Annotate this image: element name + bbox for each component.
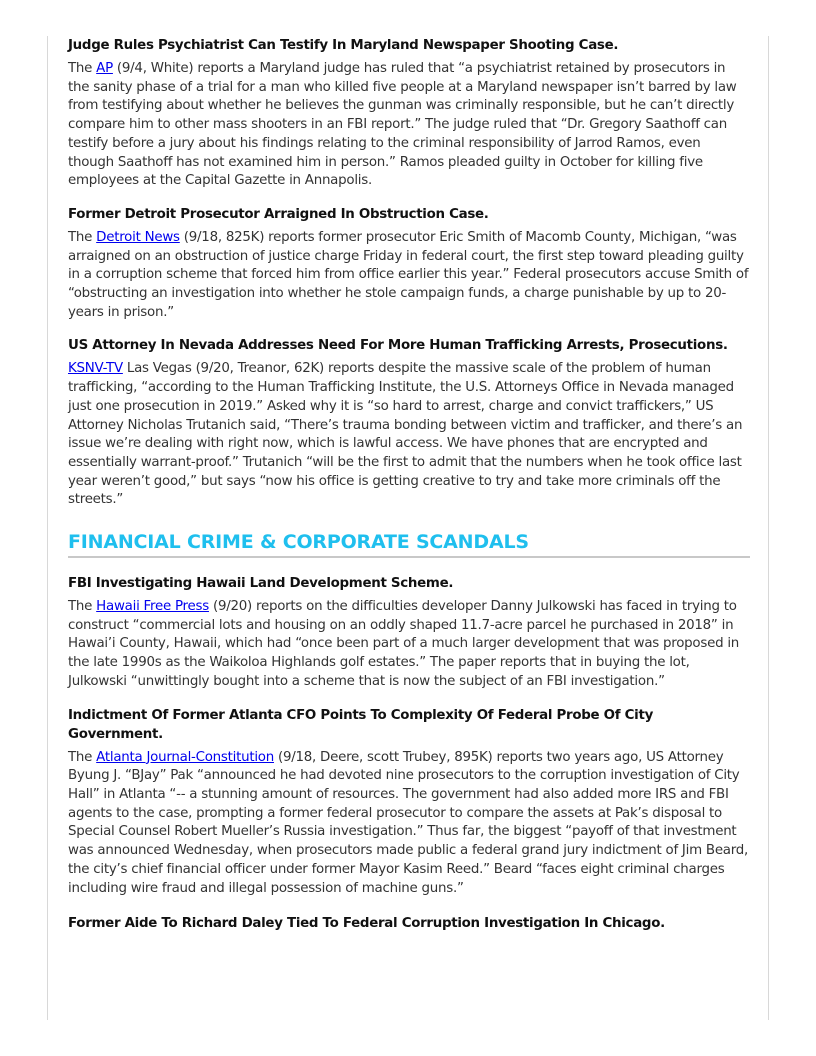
body-text: Las Vegas (9/20, Treanor, 62K) reports despite the massive scale of the problem of human trafficking, “according to the Human Trafficking Institute, the U.S. Attorneys Office in Nevada managed just one prosecution in 2019.” Asked why it is “so hard to arrest, charge and convict traffickers,” US Attorney Nicholas Trutanich said, “There’s trauma bonding between victim and trafficker, and there’s an issue we’re dealing with right now, which is lawful access. We have phones that are encrypted and essentially warrant-proof.” Trutanich “will be the first to admit that the numbers when he took office last year weren’t good,” but says “now his office is getting creative to try and take more criminals off the streets.” bbox=[68, 361, 743, 508]
page-border-left bbox=[47, 36, 48, 1020]
body-text: The bbox=[68, 749, 97, 765]
source-link[interactable]: Atlanta Journal-Constitution bbox=[96, 749, 274, 765]
body-text: The bbox=[68, 599, 97, 615]
article-headline: FBI Investigating Hawaii Land Development Scheme. bbox=[68, 576, 454, 592]
article-headline: Former Detroit Prosecutor Arraigned In Obstruction Case. bbox=[68, 206, 489, 222]
body-text: The bbox=[68, 61, 97, 76]
source-link[interactable]: Hawaii Free Press bbox=[96, 599, 209, 615]
article-body bbox=[68, 598, 750, 692]
article-body bbox=[68, 360, 750, 510]
body-text: (9/20) reports on the difficulties developer Danny Julkowski has faced in trying to construct “commercial lots and housing on an oddly shaped 11.7-acre parcel he purchased in 2018” in Hawai’i County, Hawaii, which had “once been part of a much larger development that was proposed in the late 1990s as the Waikoloa Highlands golf estates.” The paper reports that in buying the lot, Julkowski “unwittingly bought into a scheme that is now the subject of an FBI investigation.” bbox=[68, 599, 740, 689]
body-text: (9/18, 825K) reports former prosecutor Eric Smith of Macomb County, Michigan, “was arraigned on an obstruction of justice charge Friday in federal court, the first step toward pleading guilty in a corruption scheme that forced him from office earlier this year.” Federal prosecutors accuse Smith of “obstructing an investigation into whether he stole campaign funds, a charge punishable by up to 20-years in prison.” bbox=[68, 229, 749, 320]
article-body bbox=[68, 749, 750, 899]
body-text: (9/4, White) reports a Maryland judge has ruled that “a psychiatrist retained by prosecutors in the sanity phase of a trial for a man who killed five people at a Maryland newspaper isn’t barred by law from testifying about whether he believes the gunman was criminally responsible, but he can’t directly compare him to other mass shooters in an FBI report.” The judge ruled that “Dr. Gregory Saathoff can testify before a jury about his findings relating to the criminal responsibility of Jarrod Ramos, even though Saathoff has not examined him in person.” Ramos pleaded guilty in October for killing five employees at the Capital Gazette in Annapolis. bbox=[68, 61, 737, 189]
body-text: The bbox=[68, 229, 97, 245]
article-headline: US Attorney In Nevada Addresses Need For More Human Trafficking Arrests, Prosecutions. bbox=[68, 338, 728, 354]
article-headline: Former Aide To Richard Daley Tied To Federal Corruption Investigation In Chicago. bbox=[68, 916, 665, 932]
article-body bbox=[68, 229, 750, 323]
page-border-right bbox=[768, 36, 769, 1020]
article-headline: Judge Rules Psychiatrist Can Testify In Maryland Newspaper Shooting Case. bbox=[68, 38, 619, 53]
section-title: FINANCIAL CRIME & CORPORATE SCANDALS bbox=[68, 530, 750, 558]
article-body bbox=[68, 60, 750, 191]
newsletter-content bbox=[68, 36, 750, 938]
article-headline: Indictment Of Former Atlanta CFO Points To Complexity Of Federal Probe Of City Government. bbox=[68, 707, 654, 742]
body-text: (9/18, Deere, scott Trubey, 895K) reports two years ago, US Attorney Byung J. “BJay” Pak “announced he had devoted nine prosecutors to the corruption investigation of City Hall” in Atlanta “-- a stunning amount of resources. The government had also added more IRS and FBI agents to the case, prompting a former federal prosecutor to compare the assets at Pak’s disposal to Special Counsel Robert Mueller’s Russia investigation.” Thus far, the biggest “payoff of that investment was announced Wednesday, when prosecutors made public a federal grand jury indictment of Jim Beard, the city’s chief financial officer under former Mayor Kasim Reed.” Beard “faces eight criminal charges including wire fraud and illegal possession of machine guns.” bbox=[68, 749, 749, 896]
source-link[interactable]: AP bbox=[96, 61, 113, 76]
source-link[interactable]: Detroit News bbox=[96, 229, 180, 245]
source-link[interactable]: KSNV-TV bbox=[68, 361, 123, 377]
